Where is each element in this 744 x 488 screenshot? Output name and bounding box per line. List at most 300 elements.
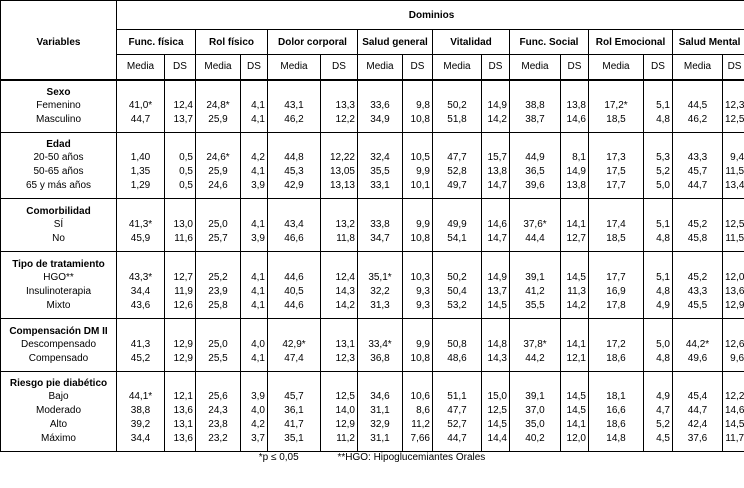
media-value: 43,6 (117, 299, 165, 319)
empty-cell (241, 133, 268, 151)
empty-cell (196, 319, 241, 338)
ds-value: 13,13 (321, 179, 358, 199)
ds-value: 10,6 (403, 390, 433, 404)
ds-value: 3,9 (241, 390, 268, 404)
ds-value: 3,9 (241, 232, 268, 252)
media-value: 33,1 (358, 179, 403, 199)
empty-cell (358, 319, 403, 338)
ds-value: 3,9 (241, 179, 268, 199)
ds-value: 9,4 (723, 151, 744, 165)
media-value: 51,1 (433, 390, 482, 404)
variables-header-cell (1, 1, 117, 30)
media-value: 16,9 (589, 285, 644, 299)
media-value: 32,9 (358, 418, 403, 432)
table-row (1, 285, 744, 299)
empty-cell (403, 372, 433, 390)
media-value: 34,4 (117, 285, 165, 299)
ds-value: 12,9 (165, 352, 196, 372)
ds-value: 11,8 (321, 232, 358, 252)
ds-value: 4,8 (644, 113, 673, 133)
ds-value: 12,9 (723, 299, 744, 319)
ds-value: 12,2 (321, 113, 358, 133)
empty-cell (510, 319, 561, 338)
media-value: 25,0 (196, 218, 241, 232)
empty-cell (196, 199, 241, 218)
ds-value: 9,9 (403, 338, 433, 352)
empty-cell (196, 252, 241, 271)
media-value: 17,2 (589, 338, 644, 352)
empty-cell (561, 80, 589, 99)
ds-value: 14,4 (482, 432, 510, 452)
domain-header: Dolor corporal (268, 30, 358, 55)
ds-value: 13,6 (723, 285, 744, 299)
group-title-row (1, 80, 744, 99)
empty-cell (644, 199, 673, 218)
ds-value: 14,9 (561, 165, 589, 179)
ds-value: 4,5 (644, 432, 673, 452)
media-value: 46,6 (268, 232, 321, 252)
footnote-p-value: *p ≤ 0,05 (258, 452, 299, 463)
empty-cell (673, 133, 723, 151)
media-value: 51,8 (433, 113, 482, 133)
group-title: Edad (1, 133, 117, 151)
empty-cell (117, 80, 165, 99)
empty-cell (241, 80, 268, 99)
ds-value: 5,1 (644, 99, 673, 113)
domain-header: Vitalidad (433, 30, 510, 55)
domain-header: Salud Mental (673, 30, 744, 55)
table-row (1, 352, 744, 372)
ds-value: 12,7 (561, 232, 589, 252)
media-value: 38,8 (510, 99, 561, 113)
empty-cell (403, 252, 433, 271)
domain-header: Rol físico (196, 30, 268, 55)
table-row (1, 99, 744, 113)
empty-cell (117, 372, 165, 390)
media-value: 32,4 (358, 151, 403, 165)
ds-value: 13,1 (321, 338, 358, 352)
ds-value: 14,5 (561, 271, 589, 285)
media-value: 44,7 (117, 113, 165, 133)
media-value: 24,8* (196, 99, 241, 113)
media-value: 34,9 (358, 113, 403, 133)
media-value: 18,5 (589, 232, 644, 252)
row-label: Mixto (1, 299, 117, 319)
group-title-row (1, 252, 744, 271)
empty-cell (723, 319, 744, 338)
media-value: 41,3* (117, 218, 165, 232)
empty-cell (482, 80, 510, 99)
empty-cell (482, 133, 510, 151)
media-value: 34,6 (358, 390, 403, 404)
ds-value: 11,2 (321, 432, 358, 452)
table-row (1, 218, 744, 232)
media-value: 42,9* (268, 338, 321, 352)
empty-cell (644, 80, 673, 99)
empty-cell (433, 372, 482, 390)
ds-value: 14,9 (482, 271, 510, 285)
empty-cell (723, 80, 744, 99)
empty-cell (117, 133, 165, 151)
empty-cell (117, 199, 165, 218)
footnote-hgo: **HGO: Hipoglucemiantes Orales (337, 452, 486, 463)
ds-value: 12,9 (321, 418, 358, 432)
ds-value: 12,5 (482, 404, 510, 418)
ds-value: 4,1 (241, 271, 268, 285)
row-label: Masculino (1, 113, 117, 133)
media-header: Media (589, 55, 644, 80)
ds-value: 14,6 (723, 404, 744, 418)
media-value: 44,7 (433, 432, 482, 452)
media-value: 50,2 (433, 99, 482, 113)
ds-value: 13,8 (482, 165, 510, 179)
media-header: Media (117, 55, 165, 80)
ds-value: 14,8 (482, 338, 510, 352)
empty-cell (589, 252, 644, 271)
media-value: 24,6* (196, 151, 241, 165)
ds-value: 7,66 (403, 432, 433, 452)
ds-value: 12,1 (561, 352, 589, 372)
media-value: 1,29 (117, 179, 165, 199)
empty-cell (589, 319, 644, 338)
empty-cell (561, 133, 589, 151)
ds-value: 11,3 (561, 285, 589, 299)
media-value: 44,6 (268, 271, 321, 285)
media-value: 44,9 (510, 151, 561, 165)
ds-value: 12,6 (723, 338, 744, 352)
ds-value: 5,0 (644, 338, 673, 352)
media-value: 1,35 (117, 165, 165, 179)
media-value: 42,9 (268, 179, 321, 199)
media-value: 24,6 (196, 179, 241, 199)
empty-cell (673, 319, 723, 338)
ds-value: 12,4 (165, 99, 196, 113)
ds-header: DS (403, 55, 433, 80)
ds-value: 11,6 (165, 232, 196, 252)
ds-value: 5,1 (644, 218, 673, 232)
media-value: 39,6 (510, 179, 561, 199)
media-value: 49,7 (433, 179, 482, 199)
row-label: Compensado (1, 352, 117, 372)
media-value: 34,7 (358, 232, 403, 252)
ds-value: 14,1 (561, 338, 589, 352)
empty-cell (510, 80, 561, 99)
media-value: 35,5 (510, 299, 561, 319)
media-value: 43,3* (117, 271, 165, 285)
media-value: 23,2 (196, 432, 241, 452)
empty-cell (321, 319, 358, 338)
ds-value: 13,2 (321, 218, 358, 232)
ds-value: 13,1 (165, 418, 196, 432)
media-value: 52,7 (433, 418, 482, 432)
ds-value: 12,6 (165, 299, 196, 319)
empty-cell (165, 80, 196, 99)
empty-cell (165, 372, 196, 390)
ds-value: 14,7 (482, 179, 510, 199)
empty-cell (561, 199, 589, 218)
row-label: Máximo (1, 432, 117, 452)
ds-header: DS (561, 55, 589, 80)
table-row (1, 151, 744, 165)
domain-header: Func. física (117, 30, 196, 55)
media-value: 33,6 (358, 99, 403, 113)
media-value: 41,7 (268, 418, 321, 432)
row-label: Descompensado (1, 338, 117, 352)
ds-value: 9,6 (723, 352, 744, 372)
media-value: 44,5 (673, 99, 723, 113)
empty-cell (165, 199, 196, 218)
media-value: 25,9 (196, 165, 241, 179)
ds-value: 14,2 (561, 299, 589, 319)
table-row (1, 299, 744, 319)
ds-header: DS (482, 55, 510, 80)
media-value: 17,7 (589, 179, 644, 199)
row-label: 65 y más años (1, 179, 117, 199)
media-value: 25,2 (196, 271, 241, 285)
media-value: 54,1 (433, 232, 482, 252)
domains-header: Dominios (117, 1, 744, 30)
ds-value: 4,8 (644, 352, 673, 372)
media-value: 38,7 (510, 113, 561, 133)
empty-cell (268, 199, 321, 218)
ds-header: DS (241, 55, 268, 80)
media-value: 37,0 (510, 404, 561, 418)
ds-value: 12,5 (723, 218, 744, 232)
empty-cell (589, 80, 644, 99)
group-title: Compensación DM II (1, 319, 117, 338)
group-title-row (1, 372, 744, 390)
media-value: 50,2 (433, 271, 482, 285)
group-title-row (1, 319, 744, 338)
media-header: Media (196, 55, 241, 80)
ds-value: 12,22 (321, 151, 358, 165)
ds-value: 14,5 (723, 418, 744, 432)
empty-cell (589, 372, 644, 390)
ds-value: 5,3 (644, 151, 673, 165)
ds-value: 14,5 (482, 299, 510, 319)
empty-cell (482, 319, 510, 338)
ds-value: 14,7 (482, 232, 510, 252)
media-value: 44,2* (673, 338, 723, 352)
media-value: 49,6 (673, 352, 723, 372)
row-label: 50-65 años (1, 165, 117, 179)
empty-cell (241, 252, 268, 271)
ds-value: 9,3 (403, 299, 433, 319)
ds-value: 4,1 (241, 352, 268, 372)
ds-value: 10,8 (403, 352, 433, 372)
media-value: 17,3 (589, 151, 644, 165)
empty-cell (561, 319, 589, 338)
media-value: 53,2 (433, 299, 482, 319)
ds-value: 5,0 (644, 179, 673, 199)
ds-value: 14,5 (561, 390, 589, 404)
row-label: Bajo (1, 390, 117, 404)
ds-value: 13,7 (482, 285, 510, 299)
media-value: 41,0* (117, 99, 165, 113)
ds-value: 15,0 (482, 390, 510, 404)
media-value: 17,2* (589, 99, 644, 113)
empty-cell (561, 372, 589, 390)
media-value: 17,8 (589, 299, 644, 319)
group-title: Riesgo pie diabético (1, 372, 117, 390)
empty-cell (241, 199, 268, 218)
empty-cell (723, 372, 744, 390)
ds-value: 11,7 (723, 432, 744, 452)
table-row (1, 418, 744, 432)
empty-cell (510, 199, 561, 218)
media-value: 37,6* (510, 218, 561, 232)
ds-value: 14,5 (561, 404, 589, 418)
row-label: Alto (1, 418, 117, 432)
empty-cell (165, 319, 196, 338)
ds-value: 12,5 (321, 390, 358, 404)
media-value: 33,4* (358, 338, 403, 352)
ds-value: 12,4 (321, 271, 358, 285)
empty-cell (561, 252, 589, 271)
media-value: 47,7 (433, 404, 482, 418)
media-value: 43,3 (673, 285, 723, 299)
empty-cell (321, 199, 358, 218)
empty-cell (403, 199, 433, 218)
empty-cell (358, 372, 403, 390)
empty-cell (433, 252, 482, 271)
ds-value: 10,8 (403, 113, 433, 133)
empty-cell (117, 252, 165, 271)
ds-value: 11,9 (165, 285, 196, 299)
media-value: 25,0 (196, 338, 241, 352)
empty-cell (510, 372, 561, 390)
ds-value: 0,5 (165, 165, 196, 179)
media-header: Media (358, 55, 403, 80)
ds-value: 13,0 (165, 218, 196, 232)
empty-cell (482, 252, 510, 271)
variables-header-spacer (1, 55, 117, 80)
ds-value: 9,9 (403, 218, 433, 232)
media-value: 31,1 (358, 432, 403, 452)
media-value: 17,4 (589, 218, 644, 232)
media-value: 44,1* (117, 390, 165, 404)
empty-cell (268, 319, 321, 338)
empty-cell (433, 80, 482, 99)
media-value: 47,4 (268, 352, 321, 372)
group-title: Tipo de tratamiento (1, 252, 117, 271)
media-value: 23,8 (196, 418, 241, 432)
media-value: 44,6 (268, 299, 321, 319)
group-title: Comorbilidad (1, 199, 117, 218)
table-row (1, 165, 744, 179)
domain-header: Salud general (358, 30, 433, 55)
empty-cell (673, 80, 723, 99)
ds-value: 4,1 (241, 218, 268, 232)
media-value: 45,7 (268, 390, 321, 404)
ds-value: 14,9 (482, 99, 510, 113)
empty-cell (165, 133, 196, 151)
media-value: 25,9 (196, 113, 241, 133)
media-value: 31,3 (358, 299, 403, 319)
media-value: 25,6 (196, 390, 241, 404)
media-value: 46,2 (268, 113, 321, 133)
media-value: 18,6 (589, 418, 644, 432)
empty-cell (358, 252, 403, 271)
ds-value: 8,1 (561, 151, 589, 165)
row-label: Insulinoterapia (1, 285, 117, 299)
empty-cell (482, 372, 510, 390)
empty-cell (268, 252, 321, 271)
media-value: 45,5 (673, 299, 723, 319)
ds-value: 4,2 (241, 418, 268, 432)
empty-cell (433, 319, 482, 338)
media-value: 45,3 (268, 165, 321, 179)
ds-value: 12,5 (723, 113, 744, 133)
media-header: Media (510, 55, 561, 80)
ds-value: 12,3 (321, 352, 358, 372)
domain-header: Rol Emocional (589, 30, 673, 55)
media-value: 41,3 (117, 338, 165, 352)
row-label: SÍ (1, 218, 117, 232)
media-value: 16,6 (589, 404, 644, 418)
ds-value: 10,8 (403, 232, 433, 252)
media-value: 24,3 (196, 404, 241, 418)
ds-value: 5,1 (644, 271, 673, 285)
media-value: 45,2 (673, 271, 723, 285)
empty-cell (644, 133, 673, 151)
media-value: 39,2 (117, 418, 165, 432)
ds-value: 14,6 (561, 113, 589, 133)
media-value: 44,4 (510, 232, 561, 252)
media-value: 17,7 (589, 271, 644, 285)
ds-value: 4,0 (241, 338, 268, 352)
empty-cell (644, 252, 673, 271)
media-value: 37,8* (510, 338, 561, 352)
media-value: 50,4 (433, 285, 482, 299)
empty-cell (510, 133, 561, 151)
empty-cell (268, 80, 321, 99)
media-value: 23,9 (196, 285, 241, 299)
media-value: 17,5 (589, 165, 644, 179)
table-row (1, 432, 744, 452)
media-value: 43,3 (673, 151, 723, 165)
media-value: 18,6 (589, 352, 644, 372)
ds-value: 4,7 (644, 404, 673, 418)
ds-value: 4,8 (644, 285, 673, 299)
media-value: 36,8 (358, 352, 403, 372)
ds-value: 12,1 (165, 390, 196, 404)
table-row (1, 113, 744, 133)
media-value: 36,5 (510, 165, 561, 179)
empty-cell (117, 319, 165, 338)
media-header: Media (673, 55, 723, 80)
ds-value: 3,7 (241, 432, 268, 452)
ds-value: 4,1 (241, 99, 268, 113)
ds-value: 4,1 (241, 285, 268, 299)
row-label: Femenino (1, 99, 117, 113)
media-value: 45,9 (117, 232, 165, 252)
ds-value: 0,5 (165, 151, 196, 165)
empty-cell (644, 372, 673, 390)
ds-value: 8,6 (403, 404, 433, 418)
ds-value: 14,1 (561, 218, 589, 232)
empty-cell (241, 319, 268, 338)
empty-cell (196, 80, 241, 99)
variables-header: Variables (1, 30, 117, 55)
media-value: 46,2 (673, 113, 723, 133)
table-row (1, 338, 744, 352)
ds-value: 13,7 (165, 113, 196, 133)
row-label: Moderado (1, 404, 117, 418)
empty-cell (482, 199, 510, 218)
media-header: Media (268, 55, 321, 80)
ds-value: 14,3 (482, 352, 510, 372)
